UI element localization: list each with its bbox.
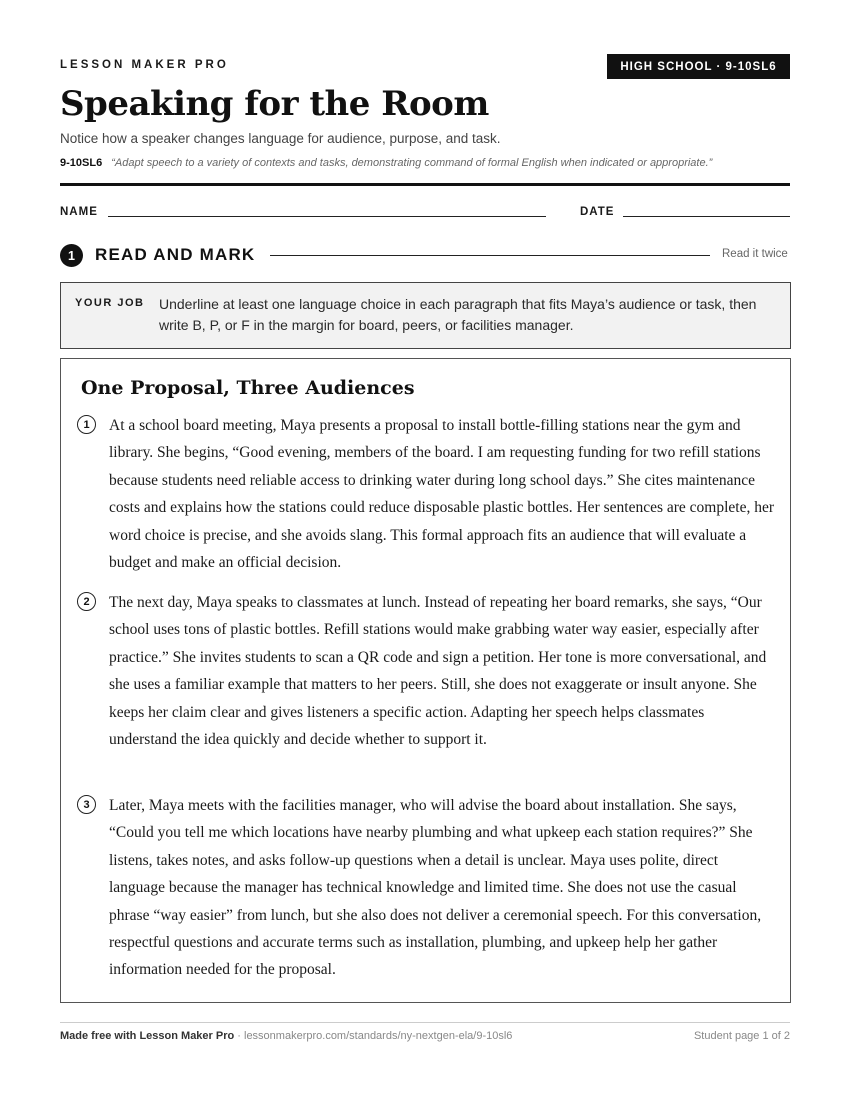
step-number-badge: 1 xyxy=(60,244,83,267)
footer-url[interactable]: lessonmakerpro.com/standards/ny-nextgen-ela/9-10sl6 xyxy=(244,1030,513,1042)
page-subtitle: Notice how a speaker changes language for audience, purpose, and task. xyxy=(60,131,501,146)
reading-passage xyxy=(60,358,791,1003)
section-title: READ AND MARK xyxy=(95,245,256,264)
job-text: Underline at least one language choice in each paragraph that fits Maya’s audience or task, then write B, P, or F in the margin for board, peers, or facilities manager. xyxy=(159,296,757,333)
header-divider xyxy=(60,183,790,186)
footer-credit xyxy=(60,1030,512,1042)
paragraph-text: At a school board meeting, Maya presents a proposal to install bottle-filling stations near the gym and library. She begins, “Good evening, members of the board. I am requesting funding for two refill stations because students need reliable access to drinking water during long school days.” She cites maintenance costs and explains how the stations could reduce disposable plastic bottles. Her sentences are complete, her word choice is precise, and she avoids slang. This formal approach fits an audience that will evaluate a budget and make an official decision. xyxy=(109,417,775,572)
standard-text: “Adapt speech to a variety of contexts and tasks, demonstrating command of formal English when indicated or appropriate.” xyxy=(111,157,713,169)
footer-divider xyxy=(60,1022,790,1023)
date-label: DATE xyxy=(580,206,615,218)
passage-title: One Proposal, Three Audiences xyxy=(81,377,415,399)
footer-separator: · xyxy=(234,1030,244,1042)
name-label: NAME xyxy=(60,206,98,218)
date-field[interactable] xyxy=(623,216,790,217)
level-badge: HIGH SCHOOL · 9-10SL6 xyxy=(607,54,790,79)
section-hint: Read it twice xyxy=(722,248,788,260)
paragraph-text: Later, Maya meets with the facilities manager, who will advise the board about installation. She says, “Could you tell me which locations have nearby plumbing and what upkeep each station requires?” She listens, takes notes, and asks follow-up questions when a detail is unclear. Maya uses polite, direct language because the manager has technical knowledge and limited time. She does not use the casual phrase “way easier” from lunch, but she also does not deliver a ceremonial speech. For this conversation, respectful questions and accurate terms such as installation, plumbing, and upkeep help her gather information needed for the proposal. xyxy=(109,797,762,979)
brand-name: LESSON MAKER PRO xyxy=(60,59,229,71)
paragraph-number: 3 xyxy=(77,795,96,814)
paragraph-number: 2 xyxy=(77,592,96,611)
paragraph-number: 1 xyxy=(77,415,96,434)
standard-code: 9-10SL6 xyxy=(60,157,103,169)
page-title: Speaking for the Room xyxy=(60,84,489,124)
standard-line xyxy=(60,157,712,169)
name-field[interactable] xyxy=(108,216,546,217)
job-instructions-box xyxy=(60,282,791,349)
section-divider xyxy=(270,255,710,256)
paragraph-text: The next day, Maya speaks to classmates at lunch. Instead of repeating her board remarks, she says, “Our school uses tons of plastic bottles. Refill stations would make grabbing water way easier, especially after practice.” She invites students to scan a QR code and sign a petition. Her tone is more conversational, and she uses a familiar example that matters to her peers. Still, she does not exaggerate or insult anyone. She keeps her claim clear and gives listeners a specific action. Adapting her speech helps classmates understand the idea quickly and decide whether to support it. xyxy=(109,594,767,749)
job-label: YOUR JOB xyxy=(75,297,145,309)
page-indicator: Student page 1 of 2 xyxy=(693,1030,790,1042)
footer-made-with: Made free with Lesson Maker Pro xyxy=(60,1030,235,1042)
